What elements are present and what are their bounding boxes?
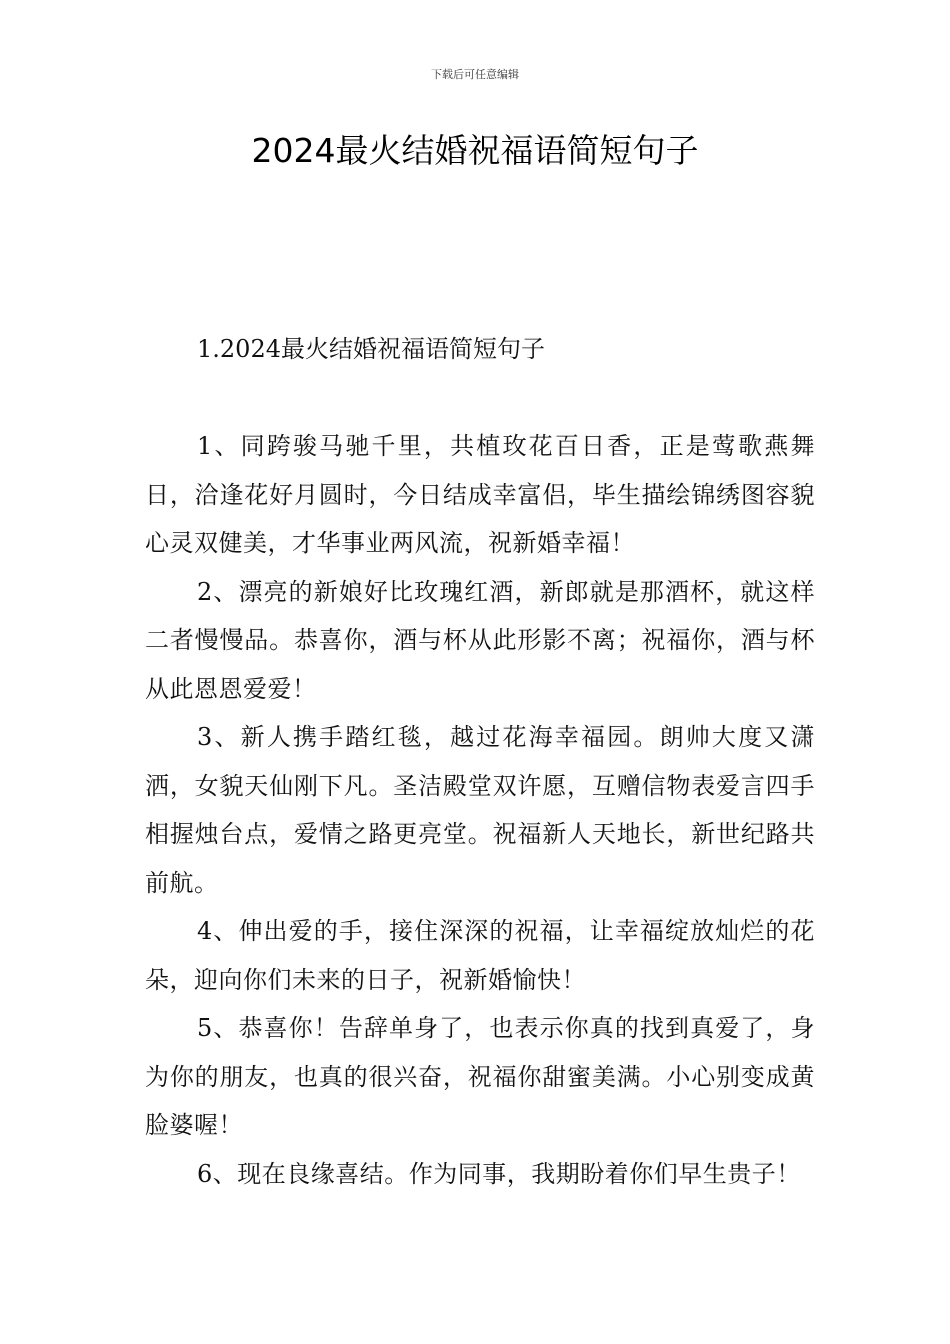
paragraph-2: 2、漂亮的新娘好比玫瑰红酒，新郎就是那酒杯，就这样二者慢慢品。恭喜你，酒与杯从此形影不离；祝福你，酒与杯从此恩恩爱爱！ [145, 577, 815, 703]
section-heading: 1.2024最火结婚祝福语简短句子 [197, 335, 545, 363]
paragraph-6: 6、现在良缘喜结。作为同事，我期盼着你们早生贵子！ [197, 1159, 801, 1188]
paragraph-1: 1、同跨骏马驰千里，共植玫花百日香，正是莺歌燕舞日，洽逢花好月圆时，今日结成幸富侣，毕生描绘锦绣图容貌心灵双健美，才华事业两风流，祝新婚幸福！ [145, 432, 815, 557]
paragraph-5: 5、恭喜你！告辞单身了，也表示你真的找到真爱了，身为你的朋友，也真的很兴奋，祝福你甜蜜美满。小心别变成黄脸婆喔！ [145, 1014, 815, 1139]
document-body [145, 330, 815, 1198]
document-title: 2024最火结婚祝福语简短句子 [251, 131, 699, 170]
paragraph-4: 4、伸出爱的手，接住深深的祝福，让幸福绽放灿烂的花朵，迎向你们未来的日子，祝新婚愉快！ [145, 917, 815, 994]
paragraph-3: 3、新人携手踏红毯，越过花海幸福园。朗帅大度又潇洒，女貌天仙刚下凡。圣洁殿堂双许愿，互赠信物表爱言四手相握烛台点，爱情之路更亮堂。祝福新人天地长，新世纪路共前航。 [145, 723, 815, 897]
header-note: 下载后可任意编辑 [431, 68, 519, 81]
